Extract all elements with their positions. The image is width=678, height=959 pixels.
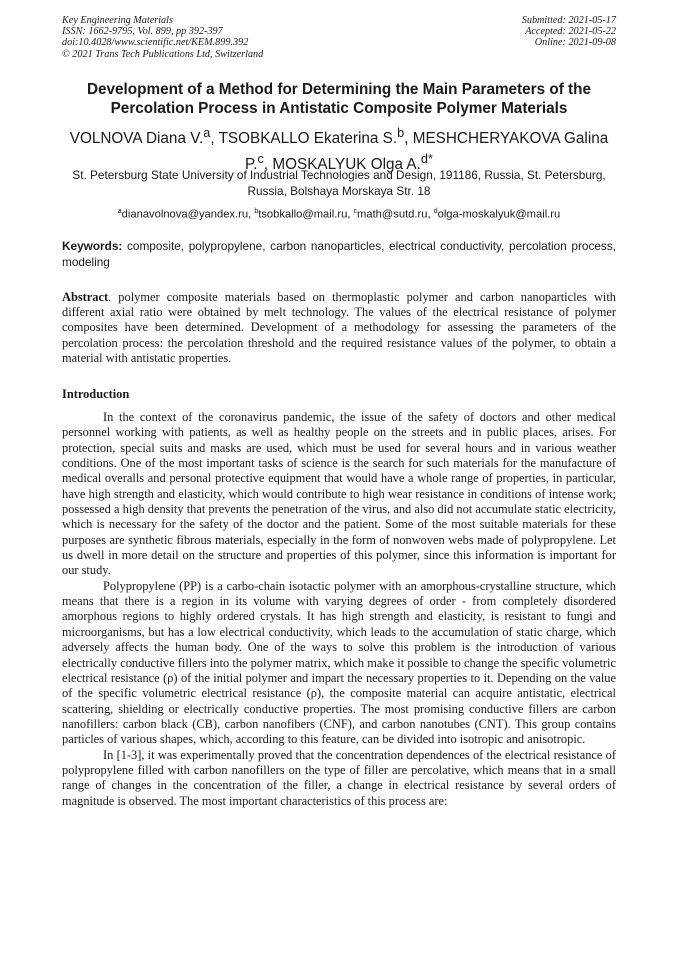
abstract-label: Abstract	[62, 290, 109, 304]
author-separator: ,	[404, 130, 413, 148]
email-link[interactable]: tsobkallo@mail.ru	[258, 208, 348, 221]
author-list	[62, 123, 616, 174]
email-separator: ,	[248, 208, 255, 221]
author-mark: a	[203, 125, 211, 140]
author-name: TSOBKALLO Ekaterina S.	[218, 130, 398, 148]
journal-copyright: © 2021 Trans Tech Publications Ltd, Switzerland	[62, 48, 264, 60]
body-text	[62, 410, 616, 809]
email-mark: a	[117, 208, 122, 215]
email-mark: d	[433, 208, 438, 215]
email-list	[62, 205, 616, 222]
journal-doi: doi:10.4028/www.scientific.net/KEM.899.392	[62, 37, 249, 49]
journal-issn: ISSN: 1662-9795, Vol. 899, pp 392-397	[62, 26, 223, 38]
paper-title: Development of a Method for Determining the Main Parameters of the Percolation Process in Antistatic Composite Polymer Materials	[86, 81, 592, 117]
body-paragraph: Polypropylene (PP) is a carbo-chain isotactic polymer with an amorphous-crystalline structure, which means that there is a region in its volume with varying degrees of order - from completely disordered amorphous regions to highly ordered crystals. It has high strength and elasticity, is resistant to fungi and microorganisms, but has a low electrical conductivity, which leads to the accumulation of static charge, which adversely affects the human body. One of the ways to solve this problem is the introduction of various electrically conductive fillers into the polymer matrix, which make it possible to change the specific volumetric electrical resistance (ρ) of the initial polymer and impart the necessary properties to it. Depending on the value of the specific volumetric electrical resistance (ρ), the composite material can acquire antistatic, electrical scattering, shielding or electrically conductive properties. The most promising conductive fillers are carbon nanofillers: carbon black (CB), carbon nanofibers (CNF), and carbon nanotubes (CNT). This group contains particles of various shapes, which, according to this feature, can be divided into isotropic and anisotropic.	[62, 578, 616, 747]
accepted-date: Accepted: 2021-05-22	[525, 26, 616, 38]
journal-name: Key Engineering Materials	[62, 15, 173, 26]
author-mark: c	[257, 150, 264, 166]
affiliation: St. Petersburg State University of Industrial Technologies and Design, 191186, Russia, St. Petersburg, Russia, Bolshaya Morskaya Str. 18	[72, 168, 606, 198]
author-separator: ,	[210, 130, 219, 148]
abstract-text: . polymer composite materials based on thermoplastic polymer and carbon nanoparticles with different axial ratio were obtained by melt technology. The values of the electrical resistance of polymer composites have been determined. Development of a methodology for assessing the parameters of the percolation process: the percolation threshold and the required resistance values of the polymer, to obtain a material with antistatic properties.	[62, 290, 616, 365]
author-name: MOSKALYUK Olga A.	[272, 155, 421, 173]
body-paragraph: In [1-3], it was experimentally proved that the concentration dependences of the electrical resistance of polypropylene filled with carbon nanofillers on the type of filler are percolative, which means that in a small range of changes in the concentration of the filler, a change in electrical resistance by several orders of magnitude is observed. The most important characteristics of this process are:	[62, 747, 616, 808]
email-mark: c	[353, 208, 358, 215]
email-link[interactable]: dianavolnova@yandex.ru	[121, 208, 249, 221]
email-mark: b	[254, 208, 259, 215]
email-separator: ,	[347, 208, 354, 221]
keywords-label: Keywords:	[62, 239, 123, 253]
author-separator: ,	[263, 155, 273, 173]
online-date: Online: 2021-09-08	[534, 37, 616, 49]
dates-header	[522, 15, 616, 49]
body-paragraph: In the context of the coronavirus pandemic, the issue of the safety of doctors and other medical personnel working with patients, as well as healthy people on the streets and in public places, arises. For protection, special suits and masks are used, which must be used for several hours and in various weather conditions. One of the most important tasks of science is the search for such materials for the manufacture of medical overalls and personal protective equipment that would have a whole range of properties, in particular, have high strength and elasticity, which would contribute to high wear resistance in conditions of intense work; possessed a high density that prevents the penetration of the virus, and also did not accumulate static electricity, which is necessary for the safety of the doctor and the patient. Some of the most suitable materials for these purposes are synthetic fibrous materials, especially in the form of nonwoven webs made of polypropylene. Let us dwell in more detail on the structure and properties of this polymer, since this information is important for our study.	[62, 410, 616, 578]
section-heading: Introduction	[62, 387, 130, 401]
email-separator: ,	[427, 208, 434, 221]
journal-header	[62, 15, 263, 60]
keywords	[62, 239, 616, 270]
email-link[interactable]: math@sutd.ru	[357, 208, 428, 221]
author-mark: d*	[420, 150, 433, 166]
author-name: MESHCHERYAKOVA Galina P.	[245, 130, 609, 173]
abstract	[62, 290, 616, 366]
author-mark: b	[397, 125, 405, 140]
keywords-text: composite, polypropylene, carbon nanoparticles, electrical conductivity, percolation process, modeling	[62, 239, 617, 269]
author-name: VOLNOVA Diana V.	[69, 130, 204, 148]
email-link[interactable]: olga-moskalyuk@mail.ru	[437, 208, 561, 221]
submitted-date: Submitted: 2021-05-17	[521, 15, 616, 26]
